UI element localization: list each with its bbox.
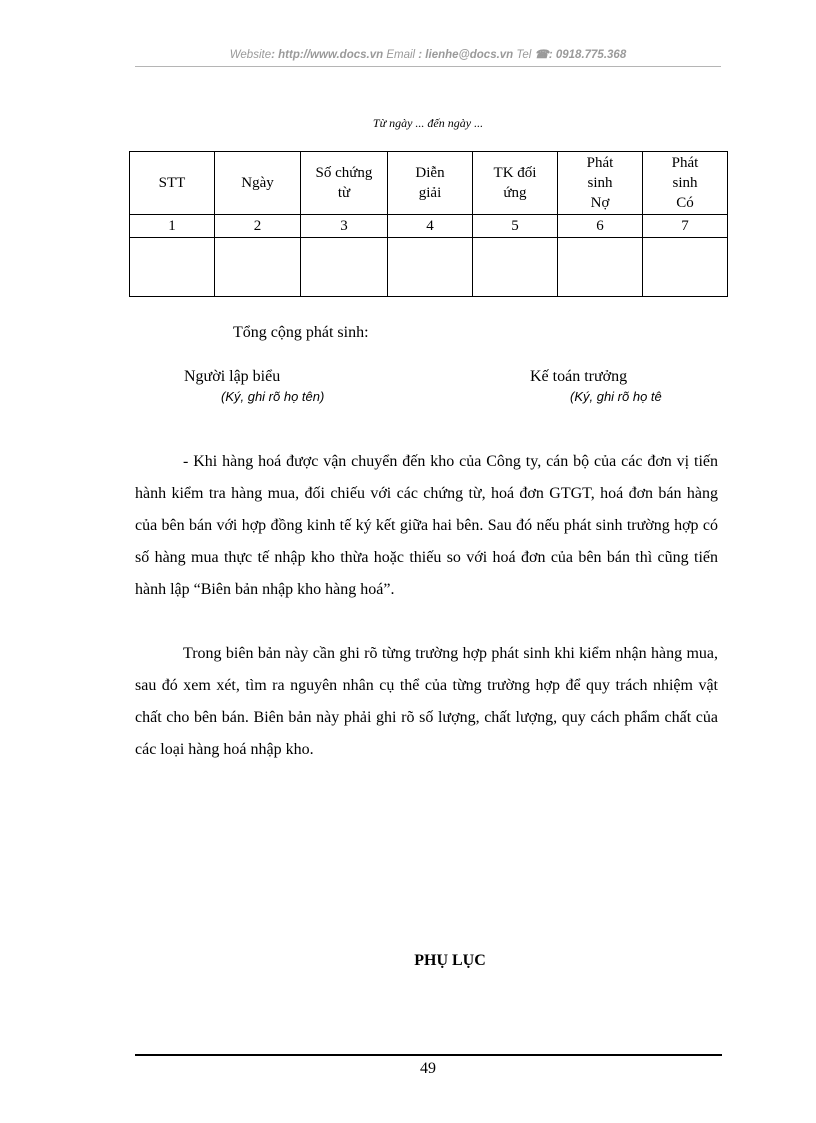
table-cell [301, 238, 388, 297]
column-number: 2 [215, 215, 301, 238]
footer-rule [135, 1054, 722, 1056]
period-line: Từ ngày ... đến ngày ... [372, 116, 484, 130]
column-header: Ngày [215, 152, 301, 215]
column-header: Số chứng từ [301, 152, 388, 215]
website-label: Website [229, 49, 272, 61]
column-header: STT [130, 152, 215, 215]
column-number: 4 [388, 215, 473, 238]
page-header [135, 47, 721, 61]
table-cell [558, 238, 643, 297]
column-header: Phát sinh Nợ [558, 152, 643, 215]
table-cell [215, 238, 301, 297]
email-address: : lienhe@docs.vn [415, 49, 514, 61]
page-number: 49 [420, 1060, 436, 1077]
empty-row [130, 238, 728, 297]
column-header: TK đối ứng [473, 152, 558, 215]
chief-accountant-title: Kế toán trưởng [530, 368, 628, 385]
chief-accountant-note: (Ký, ghi rõ họ tê [570, 389, 662, 404]
column-number-row [130, 215, 728, 238]
column-header: Diễn giải [388, 152, 473, 215]
total-label: Tổng cộng phát sinh: [233, 324, 369, 341]
website-url: : http://www.docs.vn [271, 49, 384, 61]
body-paragraph: Trong biên bản này cần ghi rõ từng trường hợp phát sinh khi kiểm nhận hàng mua, sau đó xem xét, tìm ra nguyên nhân cụ thể của từng trường hợp để quy trách nhiệm vật chất cho bên bán. Biên bản này phải ghi rõ số lượng, chất lượng, quy cách phẩm chất của các loại hàng hoá nhập kho. [135, 645, 718, 758]
preparer-note: (Ký, ghi rõ họ tên) [221, 389, 325, 404]
tel-number: ☎: 0918.775.368 [534, 49, 627, 61]
column-number: 3 [301, 215, 388, 238]
header-rule [135, 66, 721, 67]
table-cell [388, 238, 473, 297]
tel-label: Tel [513, 49, 535, 61]
table-header-row [130, 152, 728, 215]
column-number: 1 [130, 215, 215, 238]
table-cell [130, 238, 215, 297]
table-cell [473, 238, 558, 297]
column-header: Phát sinh Có [643, 152, 728, 215]
column-number: 7 [643, 215, 728, 238]
column-number: 6 [558, 215, 643, 238]
email-label: Email [383, 49, 416, 61]
body-paragraph: - Khi hàng hoá được vận chuyển đến kho của Công ty, cán bộ của các đơn vị tiến hành kiểm tra hàng mua, đối chiếu với các chứng từ, hoá đơn GTGT, hoá đơn bán hàng của bên bán với hợp đồng kinh tế ký kết giữa hai bên. Sau đó nếu phát sinh trường hợp có số hàng mua thực tế nhập kho thừa hoặc thiếu so với hoá đơn của bên bán thì cũng tiến hành lập “Biên bản nhập kho hàng hoá”. [135, 453, 718, 598]
column-number: 5 [473, 215, 558, 238]
ledger-table [129, 151, 728, 297]
table-cell [643, 238, 728, 297]
section-heading: PHỤ LỤC [414, 952, 486, 969]
preparer-title: Người lập biểu [184, 368, 281, 385]
